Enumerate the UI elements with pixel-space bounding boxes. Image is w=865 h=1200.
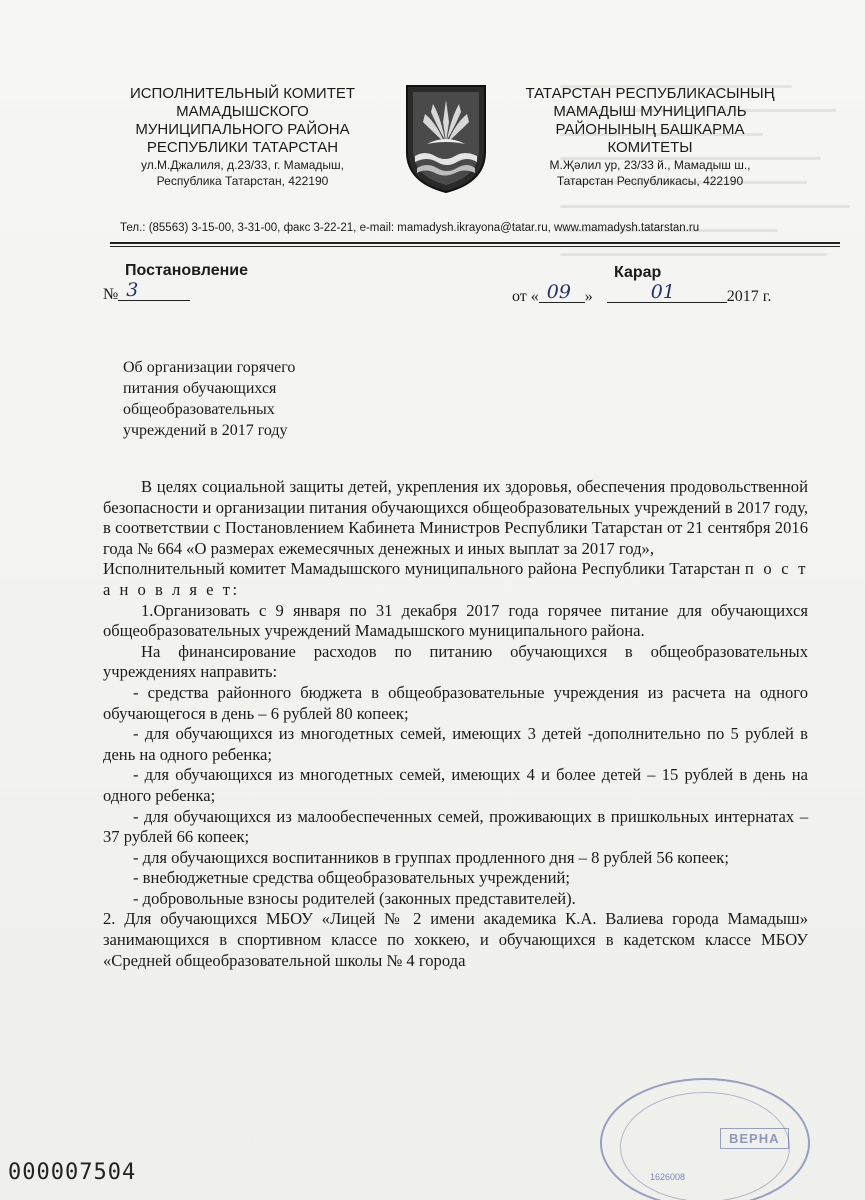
header-left-line4: РЕСПУБЛИКИ ТАТАРСТАН (146, 139, 339, 156)
header-right-address1: М.Җәлил ур, 23/33 й., Мамадыш ш., (549, 158, 751, 172)
funding-item-2: - для обучающихся из многодетных семей, имеющих 3 детей -дополнительно по 5 рублей в день на одного ребенка; (103, 724, 808, 764)
doc-number-line (103, 279, 190, 304)
number-prefix: № (103, 286, 119, 303)
header-right-address2: Татарстан Республикасы, 422190 (556, 174, 744, 188)
date-prefix: от « (512, 288, 539, 305)
verified-stamp: ВЕРНА (720, 1128, 789, 1149)
coat-of-arms-icon (403, 82, 489, 194)
funding-item-4: - для обучающихся из малообеспеченных семей, проживающих в пришкольных интернатах – 37 рублей 66 копеек; (103, 806, 808, 847)
funding-item-1: - средства районного бюджета в общеобразовательные учреждения из расчета на одного обучающегося в день – 6 рублей 80 копеек; (103, 682, 808, 723)
stamp-number: 1626008 (650, 1172, 686, 1182)
header-right-line1: ТАТАРСТАН РЕСПУБЛИКАСЫНЫҢ (525, 85, 775, 102)
paragraph-item-2: 2. Для обучающихся МБОУ «Лицей № 2 имени академика К.А. Валиева города Мамадыш» занимающихся в спортивном классе по хоккею, и обучающихся в кадетском классе МБОУ «Средней общеобразовательной школы № 4 города (103, 909, 808, 970)
funding-item-5: - для обучающихся воспитанников в группах продленного дня – 8 рублей 56 копеек; (133, 847, 729, 867)
handwritten-day: 09 (546, 281, 571, 303)
paragraph-financing: На финансирование расходов по питанию обучающихся в общеобразовательных учреждениях направить: (103, 641, 808, 682)
doc-date-line (512, 281, 772, 306)
resolves-subject: Исполнительный комитет Мамадышского муниципального района Республики Татарстан (103, 559, 741, 579)
header-left-address2: Республика Татарстан, 422190 (156, 174, 329, 188)
header-right-line2: МАМАДЫШ МУНИЦИПАЛЬ (553, 103, 747, 120)
paragraph-resolves (103, 559, 808, 600)
doc-type-tt: Карар (614, 264, 662, 281)
handwritten-number: 3 (126, 279, 139, 301)
paragraph-item-1: 1.Организовать с 9 января по 31 декабря 2017 года горячее питание для обучающихся общеобразовательных учреждений Мамадышского муниципального района. (103, 600, 808, 641)
serial-number: 000007504 (8, 1160, 137, 1185)
doc-type-ru: Постановление (125, 262, 249, 279)
funding-item-6: - внебюджетные средства общеобразовательных учреждений; (133, 868, 570, 888)
header-rule-thin (110, 246, 840, 247)
contacts-line: Тел.: (85563) 3-15-00, 3-31-00, факс 3-22-21, e-mail: mamadysh.ikrayona@tatar.ru, www.mamadysh.tatarstan.ru (120, 222, 700, 234)
resolves-verb: п о с т а н о в л я е т: (103, 559, 809, 599)
header-right-line3: РАЙОНЫНЫҢ БАШКАРМА (555, 121, 745, 138)
funding-item-3: - для обучающихся из многодетных семей, имеющих 4 и более детей – 15 рублей в день на одного ребенка; (103, 765, 808, 805)
header-left-line2: МАМАДЫШСКОГО (176, 103, 309, 120)
header-left-address1: ул.М.Джалиля, д.23/33, г. Мамадыш, (140, 158, 345, 172)
header-left-line3: МУНИЦИПАЛЬНОГО РАЙОНА (135, 121, 350, 138)
header-right-line4: КОМИТЕТЫ (607, 139, 693, 156)
date-mid: » (584, 288, 593, 305)
header-left-line1: ИСПОЛНИТЕЛЬНЫЙ КОМИТЕТ (129, 85, 356, 102)
header-rule (110, 242, 840, 244)
date-year: 2017 г. (726, 288, 772, 305)
paragraph-preamble: В целях социальной защиты детей, укрепления их здоровья, обеспечения продовольственной безопасности и организации питания обучающихся общеобразовательных учреждений в 2017 году, в соответствии с Постановлением Кабинета Министров Республики Татарстан от 21 сентября 2016 года № 664 «О размерах ежемесячных денежных и иных выплат за 2017 год», (103, 477, 808, 558)
funding-item-7: - добровольные взносы родителей (законных представителей). (133, 888, 576, 908)
handwritten-month: 01 (650, 281, 675, 303)
doc-body (103, 477, 808, 971)
doc-subject: Об организации горячего питания обучающихся общеобразовательных учреждений в 2017 году (123, 359, 296, 439)
header-right-tt (500, 85, 800, 189)
header-left-ru (100, 85, 385, 189)
